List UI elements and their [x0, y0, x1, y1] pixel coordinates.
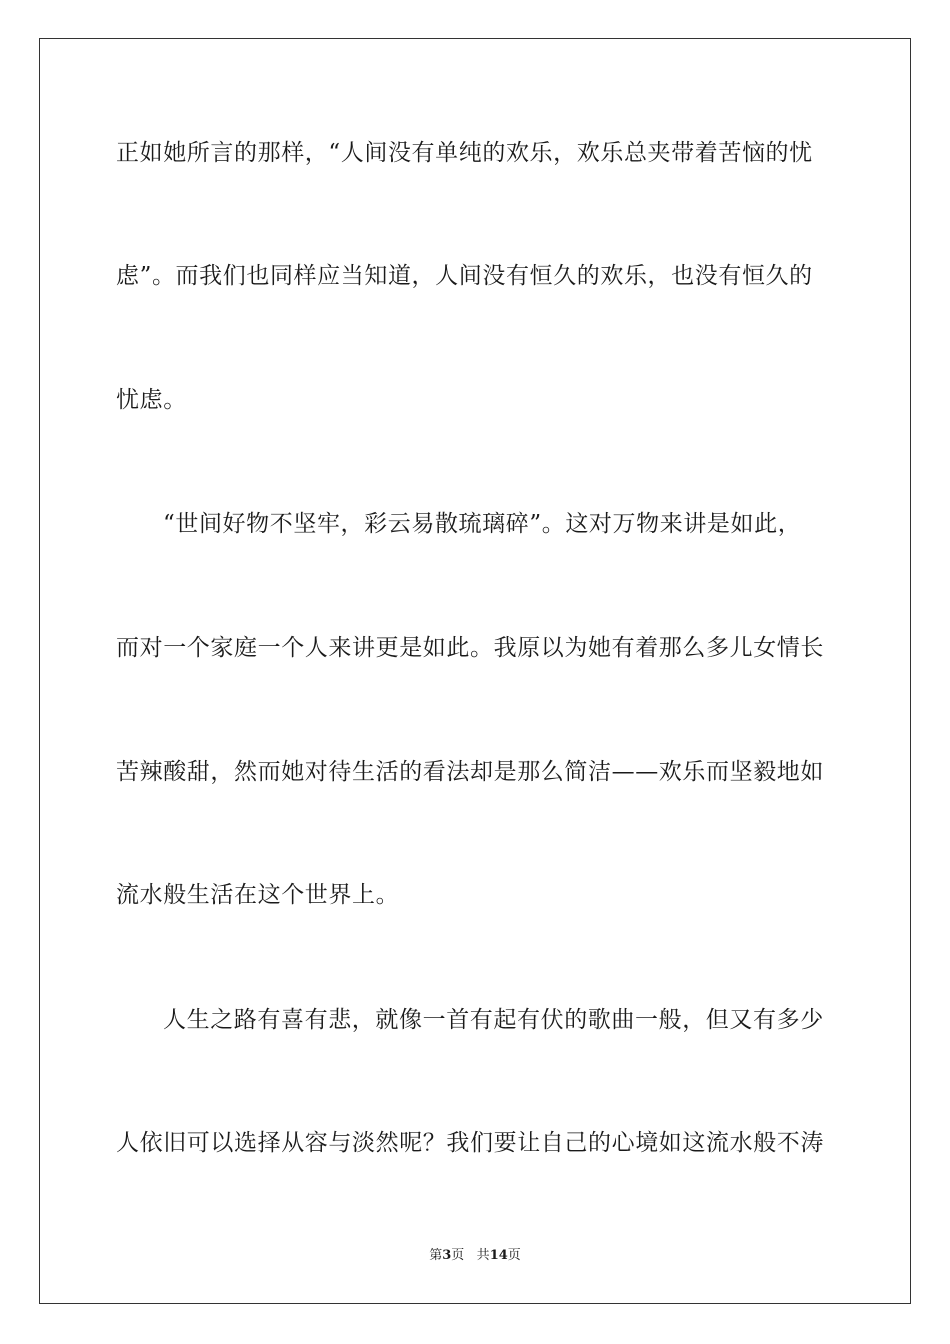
- paragraph-line-8: 人生之路有喜有悲，就像一首有起有伏的歌曲一般，但又有多少: [163, 1007, 824, 1033]
- paragraph-line-5: 而对一个家庭一个人来讲更是如此。我原以为她有着那么多儿女情长: [116, 635, 824, 661]
- page-footer: [0, 1247, 950, 1265]
- page-border: [39, 38, 911, 1304]
- page-prefix: 第: [429, 1248, 443, 1263]
- paragraph-line-4: “世间好物不坚牢，彩云易散琉璃碎”。这对万物来讲是如此，: [163, 511, 802, 537]
- total-prefix: 共: [476, 1248, 490, 1263]
- paragraph-line-7: 流水般生活在这个世界上。: [116, 882, 400, 908]
- total-suffix: 页: [507, 1248, 521, 1263]
- page-suffix: 页: [451, 1248, 465, 1263]
- paragraph-line-3: 忧虑。: [116, 387, 187, 413]
- paragraph-line-1: 正如她所言的那样，“人间没有单纯的欢乐，欢乐总夹带着苦恼的忧: [116, 140, 813, 166]
- page-number: 3: [442, 1248, 452, 1263]
- paragraph-line-2: 虑”。而我们也同样应当知道，人间没有恒久的欢乐，也没有恒久的: [116, 263, 813, 289]
- paragraph-line-6: 苦辣酸甜，然而她对待生活的看法却是那么简洁——欢乐而坚毅地如: [116, 759, 824, 785]
- paragraph-line-9: 人依旧可以选择从容与淡然呢？我们要让自己的心境如这流水般不涛: [116, 1130, 824, 1156]
- total-pages: 14: [489, 1248, 508, 1263]
